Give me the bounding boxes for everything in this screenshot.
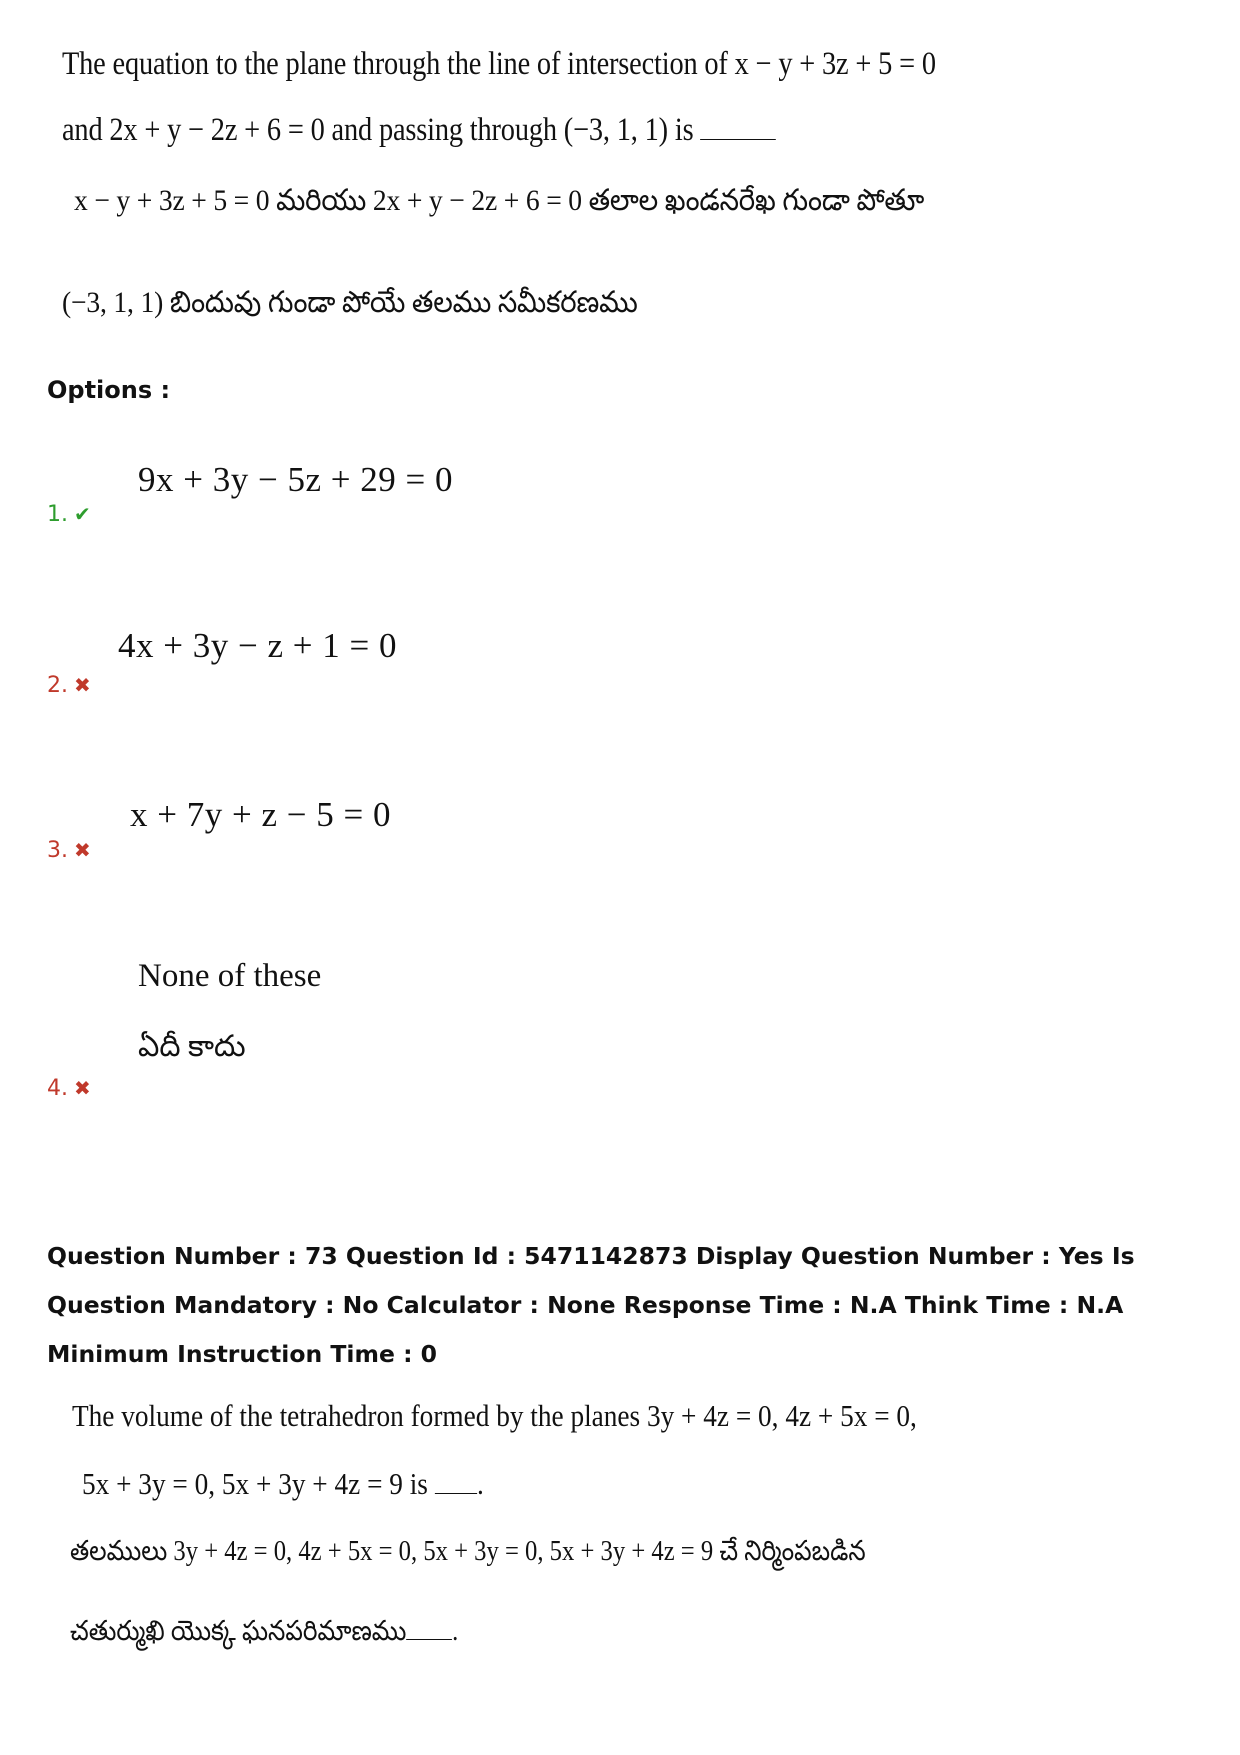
answer-blank [700, 139, 776, 140]
cross-icon: ✖ [74, 673, 91, 697]
question-73-line-4-telugu: చతుర్ముఖి యొక్క ఘనపరిమాణము . [70, 1616, 459, 1647]
option-1-number: 1. ✔ [47, 502, 91, 527]
options-label: Options : [47, 376, 171, 404]
option-3-text: x + 7y + z − 5 = 0 [130, 795, 391, 834]
question-text-line-2: and 2x + y − 2z + 6 = 0 and passing through (−3, 1, 1) is [62, 112, 776, 149]
option-4-number: 4. ✖ [47, 1076, 91, 1101]
answer-blank [435, 1493, 477, 1494]
option-4-text: None of these [138, 958, 322, 994]
question-text-line-4-telugu: (−3, 1, 1) బిందువు గుండా పోయే తలము సమీకరణము [62, 286, 638, 319]
question-metadata: Question Number : 73 Question Id : 5471142873 Display Question Number : Yes Is Question Mandatory : No Calculator : None Response Time : N.A Think Time : N.A Minimum Instruction Time : 0 [47, 1242, 1135, 1368]
option-2-number: 2. ✖ [47, 673, 91, 698]
option-2-text: 4x + 3y − z + 1 = 0 [118, 626, 397, 665]
question-73-line-3-telugu: తలములు 3y + 4z = 0, 4z + 5x = 0, 5x + 3y = 0, 5x + 3y + 4z = 9 చే నిర్మింపబడిన [70, 1536, 866, 1567]
option-3-number: 3. ✖ [47, 838, 91, 863]
option-1-text: 9x + 3y − 5z + 29 = 0 [138, 460, 453, 499]
check-icon: ✔ [74, 502, 91, 526]
answer-blank [406, 1639, 452, 1640]
cross-icon: ✖ [74, 1076, 91, 1100]
question-text-line-3-telugu: x − y + 3z + 5 = 0 మరియు 2x + y − 2z + 6 = 0 తలాల ఖండనరేఖ గుండా పోతూ [74, 184, 925, 217]
option-4-text-telugu: ఏదీ కాదు [138, 1030, 246, 1063]
cross-icon: ✖ [74, 838, 91, 862]
question-73-line-2: 5x + 3y = 0, 5x + 3y + 4z = 9 is . [82, 1466, 484, 1501]
question-73-line-1: The volume of the tetrahedron formed by the planes 3y + 4z = 0, 4z + 5x = 0, [72, 1398, 917, 1433]
question-text-line-1: The equation to the plane through the line of intersection of x − y + 3z + 5 = 0 [62, 46, 936, 82]
